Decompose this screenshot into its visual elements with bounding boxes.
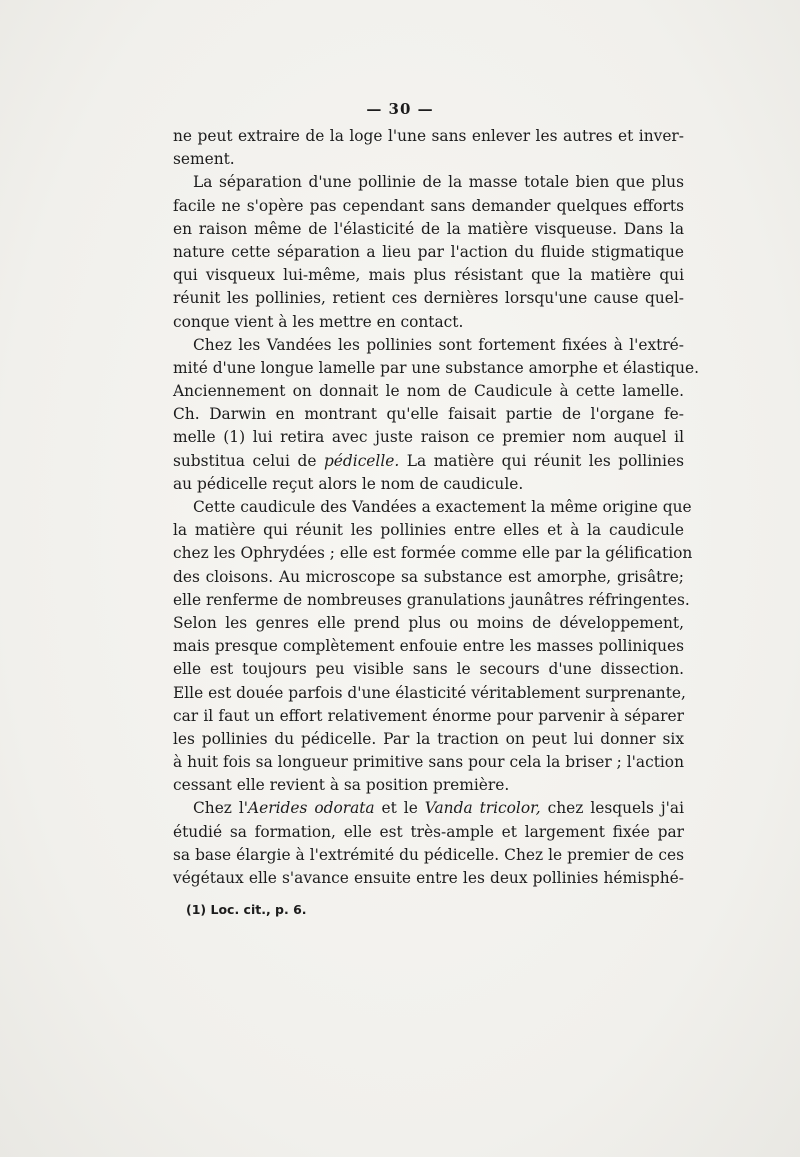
text-line [173, 797, 684, 820]
text-line: des cloisons. Au microscope sa substance est amorphe, grisâtre; [173, 567, 684, 586]
text-line: qui visqueux lui-même, mais plus résistant que la matière qui [173, 266, 684, 285]
text-line: elle renferme de nombreuses granulations jaunâtres réfringentes. [173, 590, 690, 609]
text-line: Selon les genres elle prend plus ou moins de développement, [173, 613, 684, 632]
text-line: elle est toujours peu visible sans le secours d'une dissection. [173, 660, 684, 679]
text-segment: La matière qui réunit les pollinies [399, 451, 684, 470]
text-line: en raison même de l'élasticité de la matière visqueuse. Dans la [173, 219, 684, 238]
text-segment: Aerides odorata [248, 799, 375, 818]
text-line: au pédicelle reçut alors le nom de caudicule. [173, 474, 524, 493]
text-line: végétaux elle s'avance ensuite entre les deux pollinies hémisphé- [173, 869, 684, 887]
text-line: chez les Ophrydées ; elle est formée comme elle par la gélification [173, 544, 693, 563]
text-line: à huit fois sa longueur primitive sans pour cela la briser ; l'action [173, 753, 684, 772]
text-line: la matière qui réunit les pollinies entre elles et à la caudicule [173, 521, 684, 540]
text-segment: substitua celui de [173, 451, 324, 470]
text-line: Ch. Darwin en montrant qu'elle faisait partie de l'organe fe- [173, 405, 684, 424]
text-line: car il faut un effort relativement énorme pour parvenir à séparer [173, 706, 684, 725]
text-line: mais presque complètement enfouie entre les masses polliniques [173, 637, 684, 656]
text-line: réunit les pollinies, retient ces dernières lorsqu'une cause quel- [173, 289, 684, 308]
text-line: ne peut extraire de la loge l'une sans enlever les autres et inver- [173, 127, 684, 145]
text-line: Cette caudicule des Vandées a exactement la même origine que [193, 498, 692, 516]
text-line: La séparation d'une pollinie de la masse totale bien que plus [193, 173, 684, 192]
text-line: Chez les Vandées les pollinies sont fortement fixées à l'extré- [193, 335, 684, 354]
text-line: nature cette séparation a lieu par l'action du fluide stigmatique [173, 242, 684, 261]
text-segment: Vanda tricolor, [424, 799, 541, 818]
text-line: les pollinies du pédicelle. Par la traction on peut lui donner six [173, 729, 684, 748]
text-line: conque vient à les mettre en contact. [173, 312, 464, 331]
text-line: cessant elle revient à sa position première. [173, 776, 510, 795]
page-number: — 30 — [366, 100, 434, 118]
text-line: Anciennement on donnait le nom de Caudicule à cette lamelle. [173, 382, 684, 401]
text-line: étudié sa formation, elle est très-ample et largement fixée par [173, 822, 684, 841]
text-segment: Chez l' [193, 799, 249, 818]
text-line: mité d'une longue lamelle par une substance amorphe et élastique. [173, 358, 699, 377]
text-line: sa base élargie à l'extrémité du pédicelle. Chez le premier de ces [173, 845, 684, 864]
text-line: Elle est douée parfois d'une élasticité véritablement surprenante, [173, 683, 686, 702]
text-segment: chez lesquels j'ai [540, 799, 684, 818]
text-line [173, 450, 684, 473]
text-line: sement. [173, 150, 235, 169]
text-line: facile ne s'opère pas cependant sans demander quelques efforts [173, 196, 684, 215]
text-segment: pédicelle. [323, 451, 400, 470]
footnote: (1) Loc. cit., p. 6. [186, 902, 307, 917]
text-segment: et le [374, 799, 425, 818]
body-text [173, 125, 699, 890]
text-line: melle (1) lui retira avec juste raison ce premier nom auquel il [173, 428, 684, 447]
